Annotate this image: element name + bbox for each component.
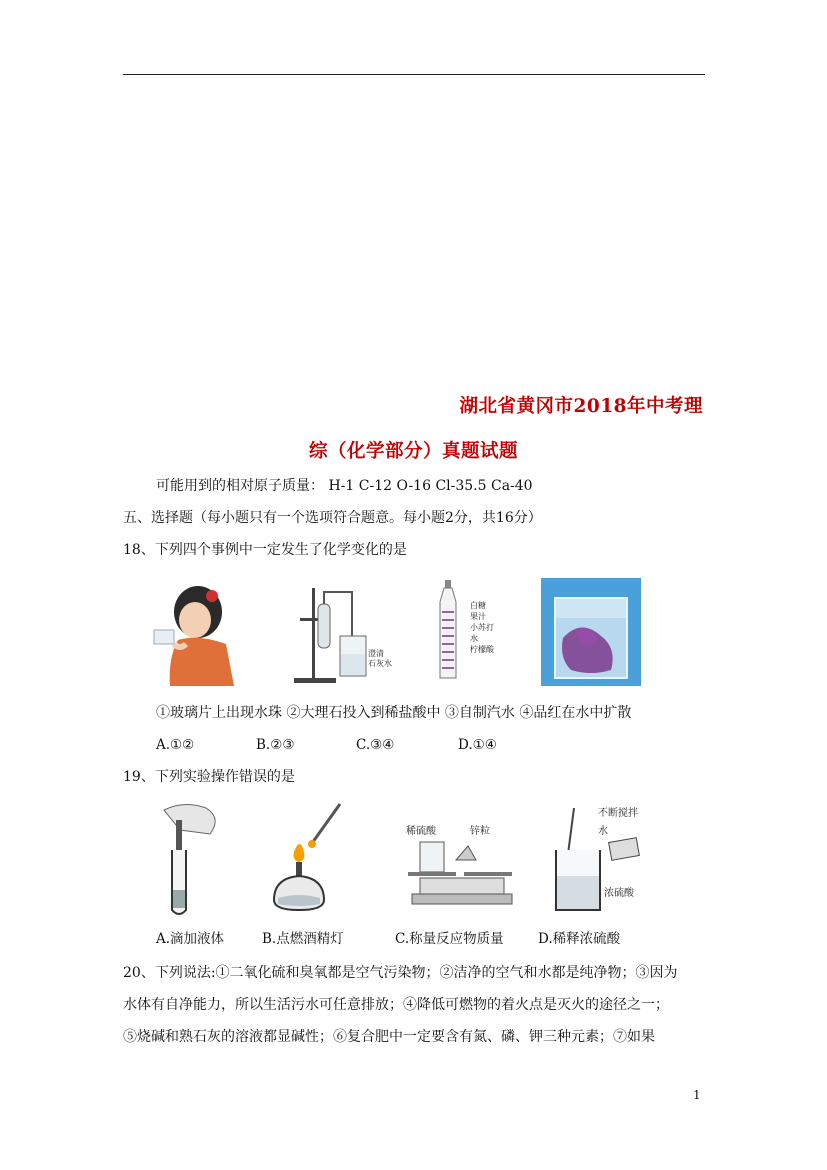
q20-line-1: 20、下列说法:①二氧化硫和臭氧都是空气污染物；②洁净的空气和水都是纯净物；③因为 xyxy=(123,965,678,981)
weighing-reactants-image xyxy=(398,800,528,918)
q18-option-b: B.②③ xyxy=(256,737,295,753)
limewater-label-2: 石灰水 xyxy=(368,659,392,668)
atomic-masses: 可能用到的相对原子质量： H-1 C-12 O-16 Cl-35.5 Ca-40 xyxy=(156,478,533,494)
dropping-liquid-image xyxy=(150,800,226,918)
page-number: 1 xyxy=(693,1088,701,1102)
title-line-1: 湖北省黄冈市2018年中考理 xyxy=(459,396,703,417)
bottle-label-juice: 果汁 xyxy=(470,612,486,621)
limewater-label-1: 澄清 xyxy=(368,649,384,658)
q20-line-3: ⑤烧碱和熟石灰的溶液都显碱性；⑥复合肥中一定要含有氮、磷、钾三种元素；⑦如果 xyxy=(123,1029,655,1045)
bottle-label-citric-acid: 柠檬酸 xyxy=(470,645,494,654)
marble-acid-apparatus-image xyxy=(288,578,396,686)
q18-option-d: D.①④ xyxy=(458,737,497,753)
dilute-label-conc-sulfuric: 浓硫酸 xyxy=(604,888,634,899)
section-heading: 五、选择题（每小题只有一个选项符合题意。每小题2分，共16分） xyxy=(123,510,542,526)
balance-label-dilute-sulfuric: 稀硫酸 xyxy=(406,826,436,837)
title-line-2: 综（化学部分）真题试题 xyxy=(308,441,518,462)
q19-stem: 19、下列实验操作错误的是 xyxy=(123,769,295,785)
dilute-label-stir: 不断搅拌 xyxy=(598,808,638,819)
q19-option-b: B.点燃酒精灯 xyxy=(262,931,344,947)
q19-option-d: D.稀释浓硫酸 xyxy=(538,931,621,947)
bottle-label-baking-soda: 小苏打 xyxy=(470,623,494,632)
bottle-label-water: 水 xyxy=(470,634,478,643)
q18-captions: ①玻璃片上出现水珠 ②大理石投入到稀盐酸中 ③自制汽水 ④品红在水中扩散 xyxy=(156,705,632,721)
bottle-label-sugar: 白糖 xyxy=(470,601,486,610)
q18-option-c: C.③④ xyxy=(356,737,395,753)
dilute-label-water: 水 xyxy=(598,826,608,837)
lighting-alcohol-lamp-image xyxy=(266,800,346,918)
q19-option-c: C.称量反应物质量 xyxy=(395,931,504,947)
q18-option-a: A.①② xyxy=(156,737,195,753)
dye-diffusion-beaker-image xyxy=(541,578,641,686)
header-rule xyxy=(123,74,705,75)
q18-stem: 18、下列四个事例中一定发生了化学变化的是 xyxy=(123,542,407,558)
girl-breathing-image xyxy=(150,578,250,686)
diluting-concentrated-sulfuric-image xyxy=(548,800,648,918)
homemade-soda-bottle-image xyxy=(432,578,532,686)
q19-option-a: A.滴加液体 xyxy=(156,931,225,947)
balance-label-zinc: 锌粒 xyxy=(470,826,490,837)
q20-line-2: 水体有自净能力，所以生活污水可任意排放；④降低可燃物的着火点是灭火的途径之一； xyxy=(123,997,669,1013)
